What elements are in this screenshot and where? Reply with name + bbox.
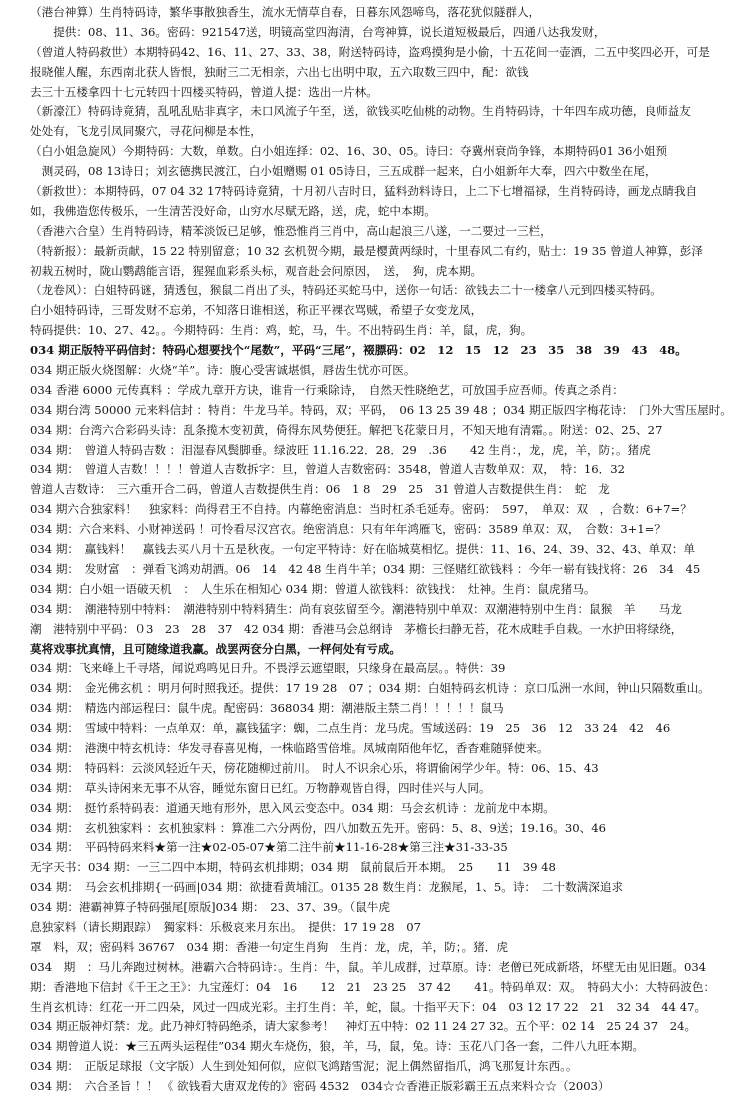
text-line: 034 期：白小姐一语破天机 ： 人生乐在相知心 034 期：曾道人欲钱料：欲钱找： 灶神。生肖：鼠虎猪马。 bbox=[30, 581, 596, 596]
text-line: 测灵码，08 13诗日；刘玄德携民渡江，白小姐赠赐 01 05诗日，三五成群一起来，白小姐新年大奉，四六中数坐在尾， bbox=[30, 164, 657, 179]
text-line: 034 香港 6000 元传真料 ：学成九章开方诀，谁肯一行乘除诗， 自然天性晓绝艺，可放国手应吾师。传真之杀肖： bbox=[30, 382, 624, 397]
text-line: 034 期： 平码特码来料★第一注★02-05-07★第二注牛前★11-16-28★第三注★31-33-35 bbox=[30, 840, 508, 855]
text-line: 生肖玄机诗：红花一开二四朵，风过一四成光彩。主打生肖：羊，蛇，鼠。十指平天下：04 03 12 17 22 21 32 34 44 47。 bbox=[30, 999, 707, 1014]
text-line: （白小姐急旋风）今期特码：大数，单数。白小姐连择：02、16、30、05。诗曰：夺冀州衰尚争锋，本期特码01 36小姐预 bbox=[30, 144, 668, 159]
text-line: 提供：08、11、36。密码：921547送，明镜高堂四海清，台弯神算，说长道短极最后，四通八达我发财， bbox=[30, 24, 606, 39]
text-line: 034 期： 赢钱料！ 赢钱去买八月十五是秋夜。一句定平特诗：好在临城莫相忆。提供：11、16、24、39、32、43、单双：单 bbox=[30, 542, 696, 557]
text-line: 034 期正版特平码信封：特码心想要找个“尾数”，平码“三尾”，裰膘码：02 12 15 12 23 35 38 39 43 48。 bbox=[30, 343, 687, 358]
text-line: 无字天书：034 期：一三二四中本期，特码玄机排期；034 期 鼠前鼠后开本期。 25 11 39 48 bbox=[30, 860, 556, 875]
text-line: 034 期正版火烧图解：火烧“羊”。诗：腹心受害诚堪惧，唇齿生忧亦可医。 bbox=[30, 363, 416, 378]
text-line: 如，我佛造您传极乐，一生清苦没好命，山穷水尽赋无路，送，虎，蛇中本期。 bbox=[30, 203, 436, 218]
text-line: 034 期： 曾道人吉数！！！！曾道人吉数拆字：旦，曾道人吉数密码：3548，曾道人吉数单双：双， 特：16．32 bbox=[30, 462, 625, 477]
text-line: （香港六合皇）生肖特码诗，精苯淡饭已足够，惟恐惟肖三肖中，高山起浪三八遂，一二要过一三栏， bbox=[30, 223, 552, 238]
text-line: 034 期： 雪域中特料：一点单双：单，赢钱猛字：蜘，二点生肖：龙马虎。雪域送码：19 25 36 12 33 24 42 46 bbox=[30, 721, 671, 736]
text-line: 034 期： 潮港特别中特料： 潮港特别中特料猜生：尚有哀弦留至今。潮港特别中单双：双潮港特别中生肖：鼠猴 羊 马龙 bbox=[30, 601, 682, 616]
text-line: 034 期正版神灯禁：龙。此乃神灯特码绝杀，请大家参考！ 神灯五中特：02 11 24 27 32。五个平：02 14 25 24 37 24。 bbox=[30, 1019, 697, 1034]
text-line: 034 期： 正版足球报（文字版）人生到处知何似，应似飞鸿踏雪泥；泥上偶然留指爪，鸿飞那复计东西。。 bbox=[30, 1059, 578, 1074]
text-line: 034 期六合独家料！ 独家料：尚得君王不自持。内幕绝密消息：当时杠杀毛延寿。密码： 597， 单双：双 ，合数：6+7=？ bbox=[30, 502, 692, 517]
text-line: 034 期：飞来峰上千寻塔，闻说鸡鸣见日升。不畏浮云遮望眼，只缘身在最高层。。特供：39 bbox=[30, 661, 506, 676]
text-line: 034 期： 玄机独家料 ：玄机独家料 ：算准二六分两份，四八加数五先开。密码：5、8、9送；19.16。30、46 bbox=[30, 820, 606, 835]
text-line: 034 期： 草头诗闲来无事不从容，睡觉东窗日已红。万物静观皆自得，四时佳兴与人同。 bbox=[30, 780, 491, 795]
text-line: 034 期：台湾六合彩码头诗：乱条揽木变初黄，倚得东风势便狂。解把飞花蒙日月，不知天地有清霜。。附送：02、25、27 bbox=[30, 422, 663, 437]
text-line: 034 期：港霸神算子特码强尾[原版]034 期： 23、37、39。（鼠牛虎 bbox=[30, 900, 390, 915]
text-line: 034 期： 发财富 ：弹看飞鸿劝胡酒。06 14 42 48 生肖牛羊；034 期：三怪赌红欲钱料 ：今年一崭有钱找将：26 34 45 bbox=[30, 561, 701, 576]
text-line: 034 期： 挺竹系特码表：道通天地有形外，思入风云变态中。034 期：马会玄机诗 ：龙前龙中本期。 bbox=[30, 800, 555, 815]
text-line: 处处有，飞龙引凤同聚穴，寻花问柳是本性， bbox=[30, 124, 262, 139]
text-line: （新濠江）特码诗竟猜，乱吼乱贴非真字，未口风流子午至，送，欲钱买吃仙桃的动物。生肖特码诗，十年四车成功德，良师益友 bbox=[30, 104, 691, 119]
text-line: 034 期曾道人说：★三五两头运程佳”034 期火车烧伤，狼，羊，马，鼠，兔。诗：玉花八门各一套，二件八九旺本期。 bbox=[30, 1039, 645, 1054]
text-line: （特新报）：最新贡献，15 22 特别留意；10 32 玄机贺今期，最是樱黄两绿时，十里春风二有约，贴士：19 35 曾道人神算，彭泽 bbox=[30, 243, 703, 258]
text-line: 034 期 ：马儿奔跑过树林。港霸六合特码诗：。生肖：牛，鼠。羊儿成群，过草原。诗：老僧已死成新塔，坏壁无由见旧题。034 bbox=[30, 959, 707, 974]
text-line: 去三十五楼拿四十七元转四十四楼买特码，曾道人提：选出一片林。 bbox=[30, 84, 378, 99]
text-line: 034 期： 六合圣旨 ！！ 《 欲钱看大唐双龙传的》密码 4532 034☆☆香港正版彩霸王五点来料☆☆（2003） bbox=[30, 1079, 610, 1094]
text-line: 特码提供：10、27、42。。今期特码：生肖：鸡，蛇，马，牛。不出特码生肖：羊，鼠，虎，狗。 bbox=[30, 323, 533, 338]
text-line: 034 期：六合来料、小财神送码 ！可怜看尽汉宫衣。绝密消息：只有年年鸿雁飞，密码：3589 单双：双， 合数：3+1=？ bbox=[30, 522, 666, 537]
text-line: 白小姐特码诗，三哥发财不忘弟，不知落日谁相送，称正平裸衣骂贼，希望子女变龙凤， bbox=[30, 303, 483, 318]
text-line: （新救世）：本期特码，07 04 32 17特码诗竟猜，十月初八吉时日，猛料劲料诗日，上二下七增福禄，生肖特码诗，画龙点睛我自 bbox=[30, 184, 698, 199]
text-line: 034 期： 精选内部运程曰：鼠牛虎。配密码：368034 期：潮港版主禁二肖！！！！！鼠马 bbox=[30, 701, 504, 716]
text-line: 潮 港特别中平码：０3 23 28 37 42 034 期：香港马会总纲诗 茅檐长扫静无苔，花木成畦手自栽。一水护田将绿绕， bbox=[30, 621, 683, 636]
text-line: 034 期： 金光佛玄机 ：明月何时照我还。提供：17 19 28 07 ；034 期：白姐特码玄机诗 ：京口瓜洲一水间，钟山只隔数重山。 bbox=[30, 681, 710, 696]
text-line: （港台神算）生肖特码诗，繁华事散独香生，流水无情草自春，日暮东风怨啼鸟，落花犹似隧群人， bbox=[30, 5, 541, 19]
text-line: （曾道人特码救世）本期特码42、16、11、27、33、38，附送特码诗，盗鸡摸狗是小偷，十五花间一壶酒，二五中奖四必开，可是 bbox=[30, 44, 710, 59]
text-line: 034 期： 特码料：云淡风轻近午天，傍花随柳过前川。 时人不识余心乐，将谓偷闲学少年。特：06、15、43 bbox=[30, 760, 599, 775]
text-line: 034 期台湾 50000 元来料信封 ：特肖：牛龙马羊。特码，双；平码， 06 13 25 39 48 ；034 期正版四字梅花诗： 门外大雪压屋时。 bbox=[30, 402, 732, 417]
text-line: 曾道人吉数诗： 三六重开合二码，曾道人吉数提供生肖：06 1 8 29 25 31 曾道人吉数提供生肖： 蛇 龙 bbox=[30, 482, 610, 497]
text-line: 034 期： 曾道人特码吉数 ：泪湿春风鬓脚垂。绿波旺 11.16.22．28．29 .36 42 生肖：，龙，虎，羊，防；。猪虎 bbox=[30, 442, 651, 457]
text-line: 莫将戏事扰真情，且可随缘道我赢。战罢两奁分白黑，一枰何处有亏成。 bbox=[30, 641, 402, 656]
text-line: 期：香港地下信封《千王之王》：九宝莲灯：04 16 12 21 23 25 37 42 41。特码单双：双。 特码大小：大特码波色： bbox=[30, 979, 716, 994]
text-line: 报晓催人醒，东西南北获人皆恨，独耐三二无相亲，六出七出明中取，五六取数三四中，配：欲钱 bbox=[30, 64, 529, 79]
text-line: 初栽五树时，陇山鹦鹉能言语，猩猩血彩系头标，观音赴会问原因， 送， 狗，虎本期。 bbox=[30, 263, 483, 278]
text-line: 息独家料（请长期跟踪） 獨家料：乐极哀来月东出。 提供：17 19 28 07 bbox=[30, 919, 422, 934]
text-line: 034 期： 马会玄机排期{一码画|034 期：欲捷看黄埔江。0135 28 数生肖：龙猴尾，1、5。诗： 二十数满深追求 bbox=[30, 880, 624, 895]
text-line: 034 期： 港澳中特玄机诗：华发寻春喜见梅，一株临路雪倍堆。凤城南陌他年忆，香杳难随驿使来。 bbox=[30, 740, 549, 755]
text-line: （龙卷风）：白姐特码谜，猜透包，猴鼠二肖出了头，特码还买蛇马中，送你一句话：欲钱去二十一楼拿八元到四楼买特码。 bbox=[30, 283, 662, 298]
text-line: 罩 料，双；密码料 36767 034 期：香港一句定生肖狗 生肖：龙，虎，羊，防；。猪．虎 bbox=[30, 939, 508, 954]
